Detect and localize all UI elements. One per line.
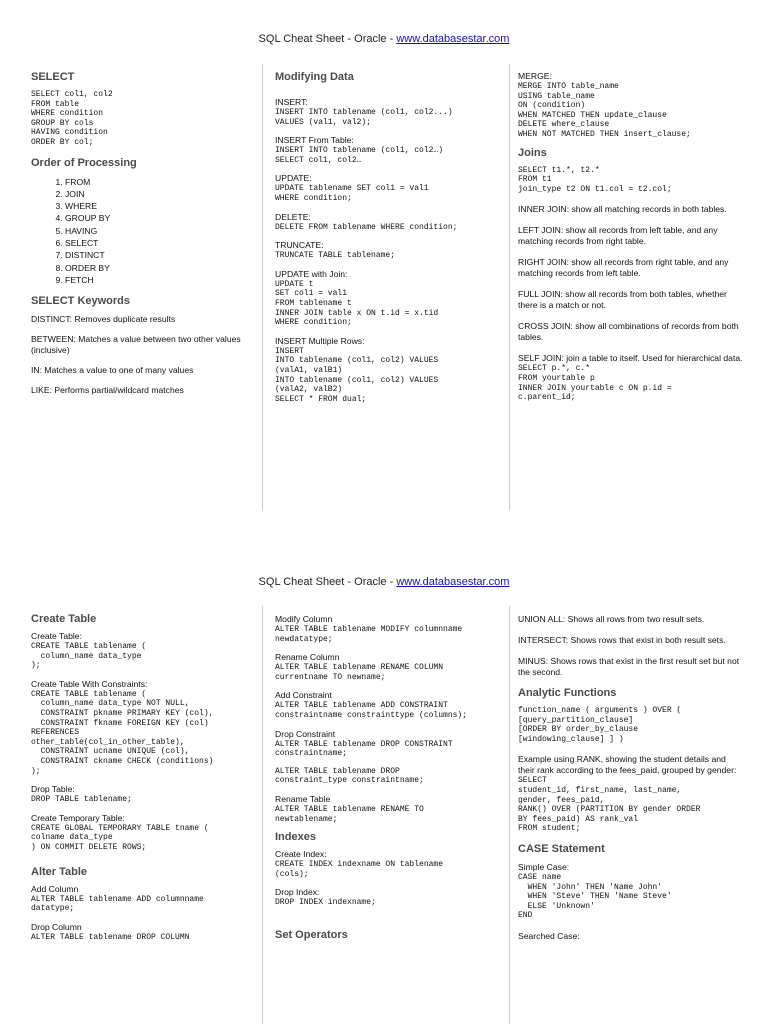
- merge-label: MERGE:: [518, 71, 552, 81]
- joins-code: SELECT t1.*, t2.* FROM t1 join_type t2 ON t1.col = t2.col;: [518, 165, 672, 194]
- list-item: 7. DISTINCT: [65, 249, 253, 261]
- create-table-heading: Create Table: [31, 613, 97, 625]
- searched-case-label: Searched Case:: [518, 930, 580, 941]
- list-item: 1. FROM: [65, 176, 253, 188]
- column-divider: [262, 606, 263, 1024]
- block-code: UPDATE t SET col1 = val1 FROM tablename t INNER JOIN table x ON t.id = x.tid WHERE condition;: [275, 279, 439, 328]
- block-code: ALTER TABLE tablename ADD CONSTRAINT constraintname constrainttype (columns);: [275, 701, 468, 720]
- list-item: 3. WHERE: [65, 200, 253, 212]
- list-item: 8. ORDER BY: [65, 262, 253, 274]
- analytic-example-text: Example using RANK, showing the student details and their rank according to the fees_paid, grouped by gender:: [518, 754, 737, 776]
- full-join-text: FULL JOIN: show all records from both tables, whether there is a match or not.: [518, 289, 727, 311]
- keyword-distinct: DISTINCT: Removes duplicate results: [31, 314, 176, 325]
- column-divider: [509, 606, 510, 1024]
- simple-case-label: Simple Case:: [518, 861, 570, 872]
- alter-table-heading: Alter Table: [31, 865, 88, 878]
- block-label: Drop Index:: [275, 887, 320, 898]
- site-link[interactable]: www.databasestar.com: [396, 576, 510, 588]
- self-join-code: SELECT p.*, c.* FROM yourtable p INNER JOIN yourtable c ON p.id = c.parent_id;: [518, 364, 672, 403]
- list-item: 6. SELECT: [65, 237, 253, 249]
- update-join-block: [275, 269, 503, 328]
- truncate-block: [275, 240, 503, 261]
- create-index-block: [275, 849, 505, 879]
- drop-table-block: [31, 784, 259, 805]
- intersect-text: INTERSECT: Shows rows that exist in both result sets.: [518, 635, 726, 645]
- block-label: Drop Table:: [31, 784, 75, 795]
- p1-column-1: [31, 72, 253, 404]
- indexes-heading: Indexes: [275, 831, 316, 844]
- block-label: Add Column: [31, 883, 79, 894]
- update-block: [275, 173, 503, 203]
- keyword-between: BETWEEN: Matches a value between two other values (inclusive): [31, 334, 241, 356]
- drop-column-block: [31, 922, 259, 943]
- inner-join-text: INNER JOIN: show all matching records in both tables.: [518, 204, 727, 215]
- create-temp-block: [31, 813, 259, 853]
- block-label: Rename Table: [275, 793, 331, 804]
- block-label: Create Table With Constraints:: [31, 678, 148, 689]
- union-all-text: UNION ALL: Shows all rows from two result sets.: [518, 614, 705, 624]
- block-code: UPDATE tablename SET col1 = val1 WHERE condition;: [275, 184, 429, 203]
- modify-column-block: [275, 614, 505, 644]
- list-item: 9. FETCH: [65, 274, 253, 286]
- block-label: Add Constraint: [275, 690, 332, 701]
- page-title: [0, 33, 768, 45]
- create-table-block: [31, 631, 259, 671]
- select-heading: SELECT: [31, 71, 75, 83]
- keywords-heading: SELECT Keywords: [31, 295, 131, 308]
- keyword-in: IN: Matches a value to one of many values: [31, 365, 194, 376]
- simple-case-code: CASE name WHEN 'John' THEN 'Name John' WHEN 'Steve' THEN 'Name Steve' ELSE 'Unknown' END: [518, 872, 672, 921]
- block-code: ALTER TABLE tablename DROP COLUMN: [31, 932, 190, 942]
- set-operators-heading: Set Operators: [275, 928, 348, 941]
- insert-block: [275, 97, 503, 127]
- block-code: DELETE FROM tablename WHERE condition;: [275, 222, 458, 232]
- insert-from-table-block: [275, 135, 503, 165]
- page-title-2: [0, 576, 768, 588]
- block-code: INSERT INTO tablename (col1, col2…) SELECT col1, col2…: [275, 146, 444, 165]
- block-label: TRUNCATE:: [275, 240, 324, 251]
- block-code: CREATE INDEX indexname ON tablename (cols);: [275, 860, 444, 879]
- block-label: INSERT Multiple Rows:: [275, 335, 365, 346]
- block-code: ALTER TABLE tablename DROP CONSTRAINT constraintname;: [275, 739, 453, 759]
- block-code: CREATE GLOBAL TEMPORARY TABLE tname ( colname data_type ) ON COMMIT DELETE ROWS;: [31, 823, 209, 852]
- rename-table-block: [275, 794, 505, 824]
- merge-code: MERGE INTO table_name USING table_name ON (condition) WHEN MATCHED THEN update_clause DELETE where_clause WHEN NOT MATCHED THEN insert_clause;: [518, 82, 691, 139]
- rename-column-block: [275, 652, 505, 682]
- site-link[interactable]: www.databasestar.com: [396, 33, 510, 45]
- block-label: UPDATE with Join:: [275, 268, 348, 279]
- p1-column-3: [518, 71, 743, 411]
- joins-heading: Joins: [518, 146, 547, 159]
- order-heading: Order of Processing: [31, 156, 137, 169]
- modifying-heading: Modifying Data: [275, 71, 354, 83]
- p2-column-1: [31, 614, 259, 950]
- block-label: Create Table:: [31, 631, 82, 641]
- cross-join-text: CROSS JOIN: show all combinations of records from both tables.: [518, 321, 739, 343]
- block-label: Modify Column: [275, 614, 333, 624]
- block-label: Drop Constraint: [275, 728, 336, 739]
- block-code: ALTER TABLE tablename ADD columnname datatype;: [31, 894, 204, 914]
- block-code: DROP INDEX indexname;: [275, 898, 376, 908]
- list-item: 4. GROUP BY: [65, 212, 253, 224]
- block-code: DROP TABLE tablename;: [31, 795, 132, 805]
- left-join-text: LEFT JOIN: show all records from left table, and any matching records from right table.: [518, 225, 718, 247]
- column-divider: [509, 64, 510, 510]
- block-label: INSERT From Table:: [275, 135, 354, 146]
- block-label: Rename Column: [275, 652, 340, 663]
- p1-column-2: [275, 72, 503, 412]
- column-divider: [262, 64, 263, 510]
- block-label: Create Index:: [275, 849, 327, 860]
- block-code: ALTER TABLE tablename MODIFY columnname newdatatype;: [275, 625, 463, 644]
- drop-constraint-block: [275, 729, 505, 759]
- block-code: CREATE TABLE tablename ( column_name data_type NOT NULL, CONSTRAINT pkname PRIMARY KEY (col), CONSTRAINT fkname FOREIGN KEY (col) REFERENCES other_table(col_in_other_table), CONSTRAINT ucname UNIQUE (col), CONSTRAINT ckname CHECK (conditions) );: [31, 689, 214, 776]
- right-join-text: RIGHT JOIN: show all records from right table, and any matching records from left table.: [518, 257, 729, 279]
- block-code: ALTER TABLE tablename RENAME TO newtablename;: [275, 804, 424, 824]
- block-label: Drop Column: [31, 921, 82, 932]
- processing-order-list: [31, 176, 253, 287]
- case-heading: CASE Statement: [518, 842, 605, 855]
- keyword-like: LIKE: Performs partial/wildcard matches: [31, 385, 184, 396]
- insert-multiple-block: [275, 336, 503, 405]
- block-code: ALTER TABLE tablename RENAME COLUMN currentname TO newname;: [275, 663, 444, 682]
- drop-index-block: [275, 887, 505, 908]
- page-title-text: SQL Cheat Sheet - Oracle -: [258, 33, 397, 45]
- minus-text: MINUS: Shows rows that exist in the first result set but not the second.: [518, 656, 740, 677]
- block-code: ALTER TABLE tablename DROP constraint_type constraintname;: [275, 766, 424, 786]
- list-item: 2. JOIN: [65, 188, 253, 200]
- block-label: INSERT:: [275, 97, 308, 107]
- block-code: INSERT INTO tablename (col1, col2...) VALUES (val1, val2);: [275, 108, 453, 127]
- block-label: DELETE:: [275, 211, 311, 222]
- analytic-code: function_name ( arguments ) OVER ( [query_partition_clause] [ORDER BY order_by_clause [windowing_clause] ] ): [518, 706, 682, 744]
- add-constraint-block: [275, 690, 505, 720]
- p2-column-3: [518, 614, 743, 942]
- block-code: TRUNCATE TABLE tablename;: [275, 251, 396, 261]
- delete-block: [275, 212, 503, 233]
- drop-constraint-type-block: [275, 767, 505, 786]
- analytic-heading: Analytic Functions: [518, 687, 617, 699]
- create-constraints-block: [31, 679, 259, 776]
- select-code: SELECT col1, col2 FROM table WHERE condition GROUP BY cols HAVING condition ORDER BY col;: [31, 90, 113, 147]
- block-code: CREATE TABLE tablename ( column_name data_type );: [31, 642, 147, 671]
- block-label: Create Temporary Table:: [31, 812, 125, 823]
- add-column-block: [31, 884, 259, 914]
- block-code: INSERT INTO tablename (col1, col2) VALUES (valA1, valB1) INTO tablename (col1, col2) VALUES (valA2, valB2) SELECT * FROM dual;: [275, 346, 439, 404]
- self-join-text: SELF JOIN: join a table to itself. Used for hierarchical data.: [518, 353, 743, 364]
- list-item: 5. HAVING: [65, 225, 253, 237]
- p2-column-2: [275, 614, 505, 948]
- block-label: UPDATE:: [275, 173, 312, 184]
- page-title-text: SQL Cheat Sheet - Oracle -: [258, 576, 397, 588]
- analytic-example-code: SELECT student_id, first_name, last_name, gender, fees_paid, RANK() OVER (PARTITION BY gender ORDER BY fees_paid) AS rank_val FROM student;: [518, 776, 701, 834]
